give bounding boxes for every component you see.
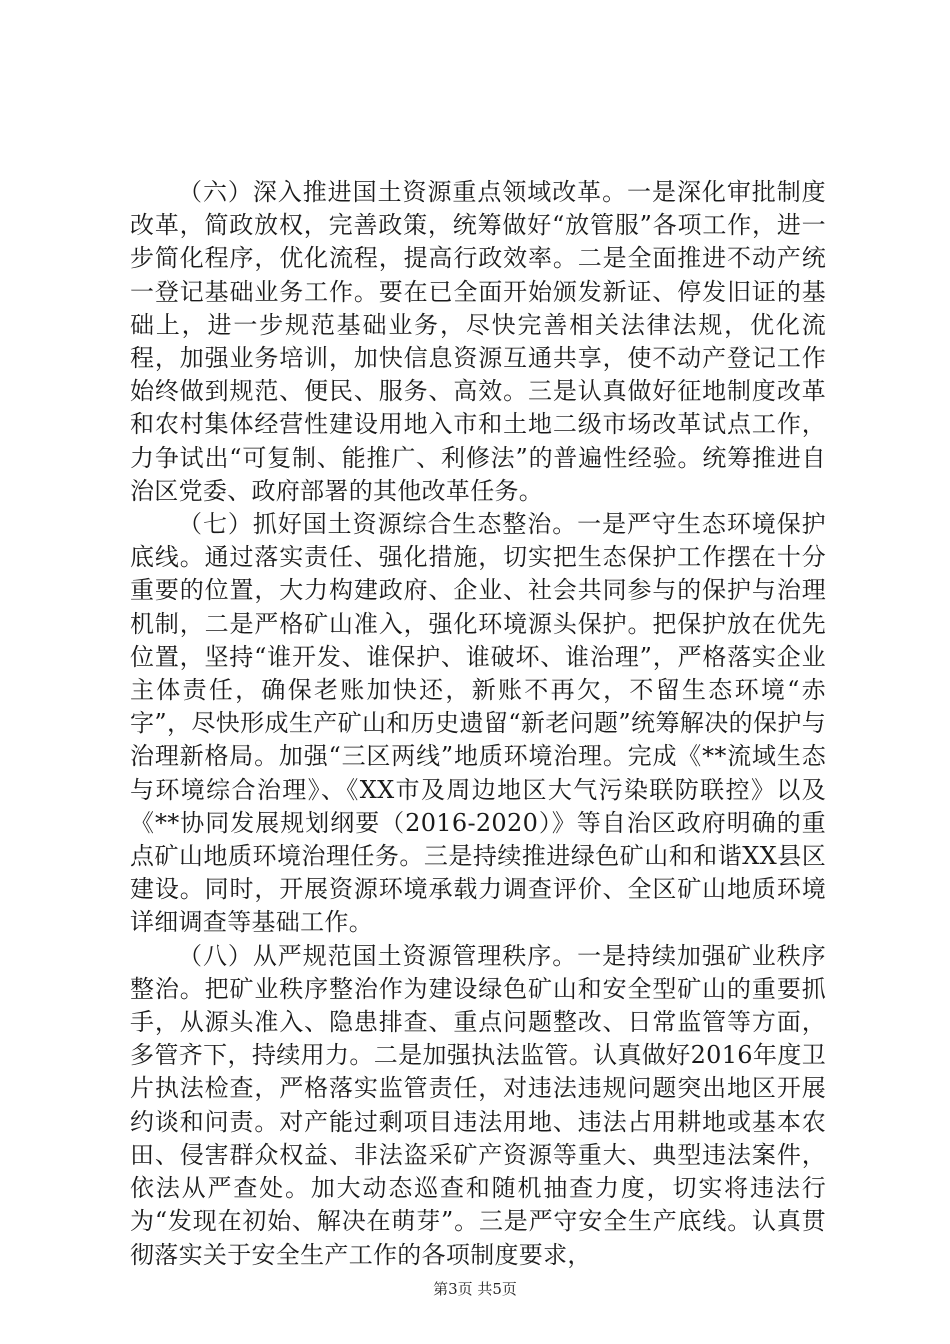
paragraph-six: （六）深入推进国土资源重点领域改革。一是深化审批制度改革，简政放权，完善政策，统筹做好“放管服”各项工作，进一步简化程序，优化流程，提高行政效率。二是全面推进不动产统一登记基础业务工作。要在已全面开始颁发新证、停发旧证的基础上，进一步规范基础业务，尽快完善相关法律法规，优化流程，加强业务培训，加快信息资源互通共享，使不动产登记工作始终做到规范、便民、服务、高效。三是认真做好征地制度改革和农村集体经营性建设用地入市和土地二级市场改革试点工作，力争试出“可复制、能推广、利修法”的普遍性经验。统筹推进自治区党委、政府部署的其他改革任务。 (130, 178, 826, 505)
document-body (130, 176, 826, 1272)
paragraph-eight: （八）从严规范国土资源管理秩序。一是持续加强矿业秩序整治。把矿业秩序整治作为建设绿色矿山和安全型矿山的重要抓手，从源头准入、隐患排查、重点问题整改、日常监管等方面，多管齐下，持续用力。二是加强执法监管。认真做好2016年度卫片执法检查，严格落实监管责任，对违法违规问题突出地区开展约谈和问责。对产能过剩项目违法用地、违法占用耕地或基本农田、侵害群众权益、非法盗采矿产资源等重大、典型违法案件，依法从严查处。加大动态巡查和随机抽查力度，切实将违法行为“发现在初始、解决在萌芽”。三是严守安全生产底线。认真贯彻落实关于安全生产工作的各项制度要求， (130, 941, 826, 1269)
page-number-footer: 第3页 共5页 (433, 1280, 517, 1298)
paragraph-seven: （七）抓好国土资源综合生态整治。一是严守生态环境保护底线。通过落实责任、强化措施，切实把生态保护工作摆在十分重要的位置，大力构建政府、企业、社会共同参与的保护与治理机制，二是严格矿山准入，强化环境源头保护。把保护放在优先位置，坚持“谁开发、谁保护、谁破坏、谁治理”，严格落实企业主体责任，确保老账加快还，新账不再欠，不留生态环境“赤字”，尽快形成生产矿山和历史遗留“新老问题”统筹解决的保护与治理新格局。加强“三区两线”地质环境治理。完成《**流域生态与环境综合治理》、《XX市及周边地区大气污染联防联控》以及《**协同发展规划纲要（2016-2020）》等自治区政府明确的重点矿山地质环境治理任务。三是持续推进绿色矿山和和谐XX县区建设。同时，开展资源环境承载力调查评价、全区矿山地质环境详细调查等基础工作。 (130, 510, 826, 937)
